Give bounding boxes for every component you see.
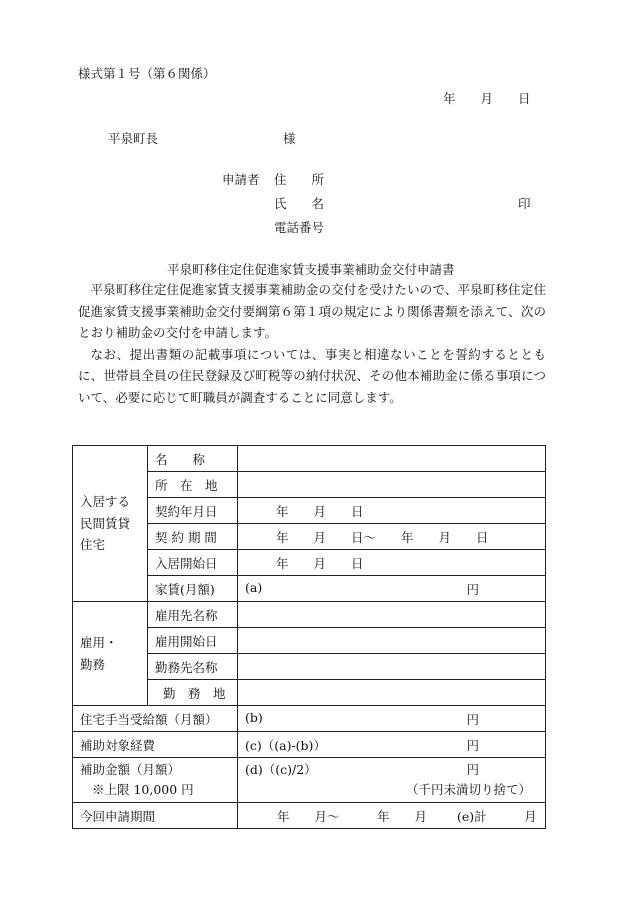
contract-period-field[interactable]: 年 月 日～ 年 月 日 <box>238 524 546 550</box>
period-field[interactable] <box>238 803 546 829</box>
rent-field[interactable]: (a) 円 <box>238 576 546 602</box>
eligible-cost-field[interactable]: (c)（(a)-(b)） 円 <box>238 732 546 758</box>
contract-date-field[interactable]: 年 月 日 <box>238 498 546 524</box>
housing-location-label: 所 在 地 <box>148 472 238 498</box>
workplace-location-field[interactable] <box>238 680 546 706</box>
subsidy-field[interactable]: (d)（(c)/2） 円 （千円未満切り捨て） <box>238 758 546 803</box>
subsidy-cap-note: ※上限 10,000 円 <box>92 782 194 797</box>
housing-group-label: 入居する民間賃貸住宅 <box>73 446 148 602</box>
housing-name-field[interactable] <box>238 446 546 472</box>
contract-date-label: 契約年月日 <box>148 498 238 524</box>
applicant-label: 申請者 <box>222 172 260 187</box>
employment-group-label: 雇用・勤務 <box>73 602 148 706</box>
move-in-date-field[interactable]: 年 月 日 <box>238 550 546 576</box>
rounding-note: （千円未満切り捨て） <box>405 782 531 797</box>
seal-mark: 印 <box>518 196 531 211</box>
paragraph-application: 平泉町移住定住促進家賃支援事業補助金の交付を受けたいので、平泉町移住定住促進家賃支援事業補助金交付要綱第６第１項の規定により関係書類を添えて、次のとおり補助金の交付を申請します。 <box>78 282 546 340</box>
allowance-field[interactable]: (b) 円 <box>238 706 546 732</box>
workplace-name-field[interactable] <box>238 654 546 680</box>
application-table <box>72 445 546 829</box>
housing-location-field[interactable] <box>238 472 546 498</box>
employment-start-field[interactable] <box>238 628 546 654</box>
date-line[interactable]: 年 月 日 <box>443 91 531 106</box>
rent-label: 家賃(月額) <box>148 576 238 602</box>
eligible-cost-label: 補助対象経費 <box>73 732 238 758</box>
allowance-label: 住宅手当受給額（月額） <box>73 706 238 732</box>
honorific: 様 <box>283 131 296 146</box>
document-title: 平泉町移住定住促進家賃支援事業補助金交付申請書 <box>167 262 455 277</box>
employer-name-field[interactable] <box>238 602 546 628</box>
contract-period-label: 契 約 期 間 <box>148 524 238 550</box>
subsidy-label: 補助金額（月額） ※上限 10,000 円 <box>73 758 238 803</box>
employer-name-label: 雇用先名称 <box>148 602 238 628</box>
employment-start-label: 雇用開始日 <box>148 628 238 654</box>
name-label: 氏 名 <box>274 196 325 211</box>
workplace-location-label: 勤 務 地 <box>148 680 238 706</box>
workplace-name-label: 勤務先名称 <box>148 654 238 680</box>
period-label: 今回申請期間 <box>73 803 238 829</box>
paragraph-consent: なお、提出書類の記載事項については、事実と相違ないことを誓約するとともに、世帯員全員の住民登録及び町税等の納付状況、その他本補助金に係る事項について、必要に応じて町職員が調査することに同意します。 <box>78 346 546 405</box>
move-in-date-label: 入居開始日 <box>148 550 238 576</box>
period-range[interactable]: 年 月～ 年 月 <box>277 808 428 824</box>
phone-label: 電話番号 <box>274 220 325 235</box>
address-label: 住 所 <box>274 172 325 187</box>
period-total[interactable]: (e)計 月 <box>457 808 537 824</box>
housing-name-label: 名 称 <box>148 446 238 472</box>
form-number: 様式第１号（第６関係） <box>78 66 216 81</box>
body-text <box>78 279 546 408</box>
addressee: 平泉町長 <box>108 131 159 146</box>
